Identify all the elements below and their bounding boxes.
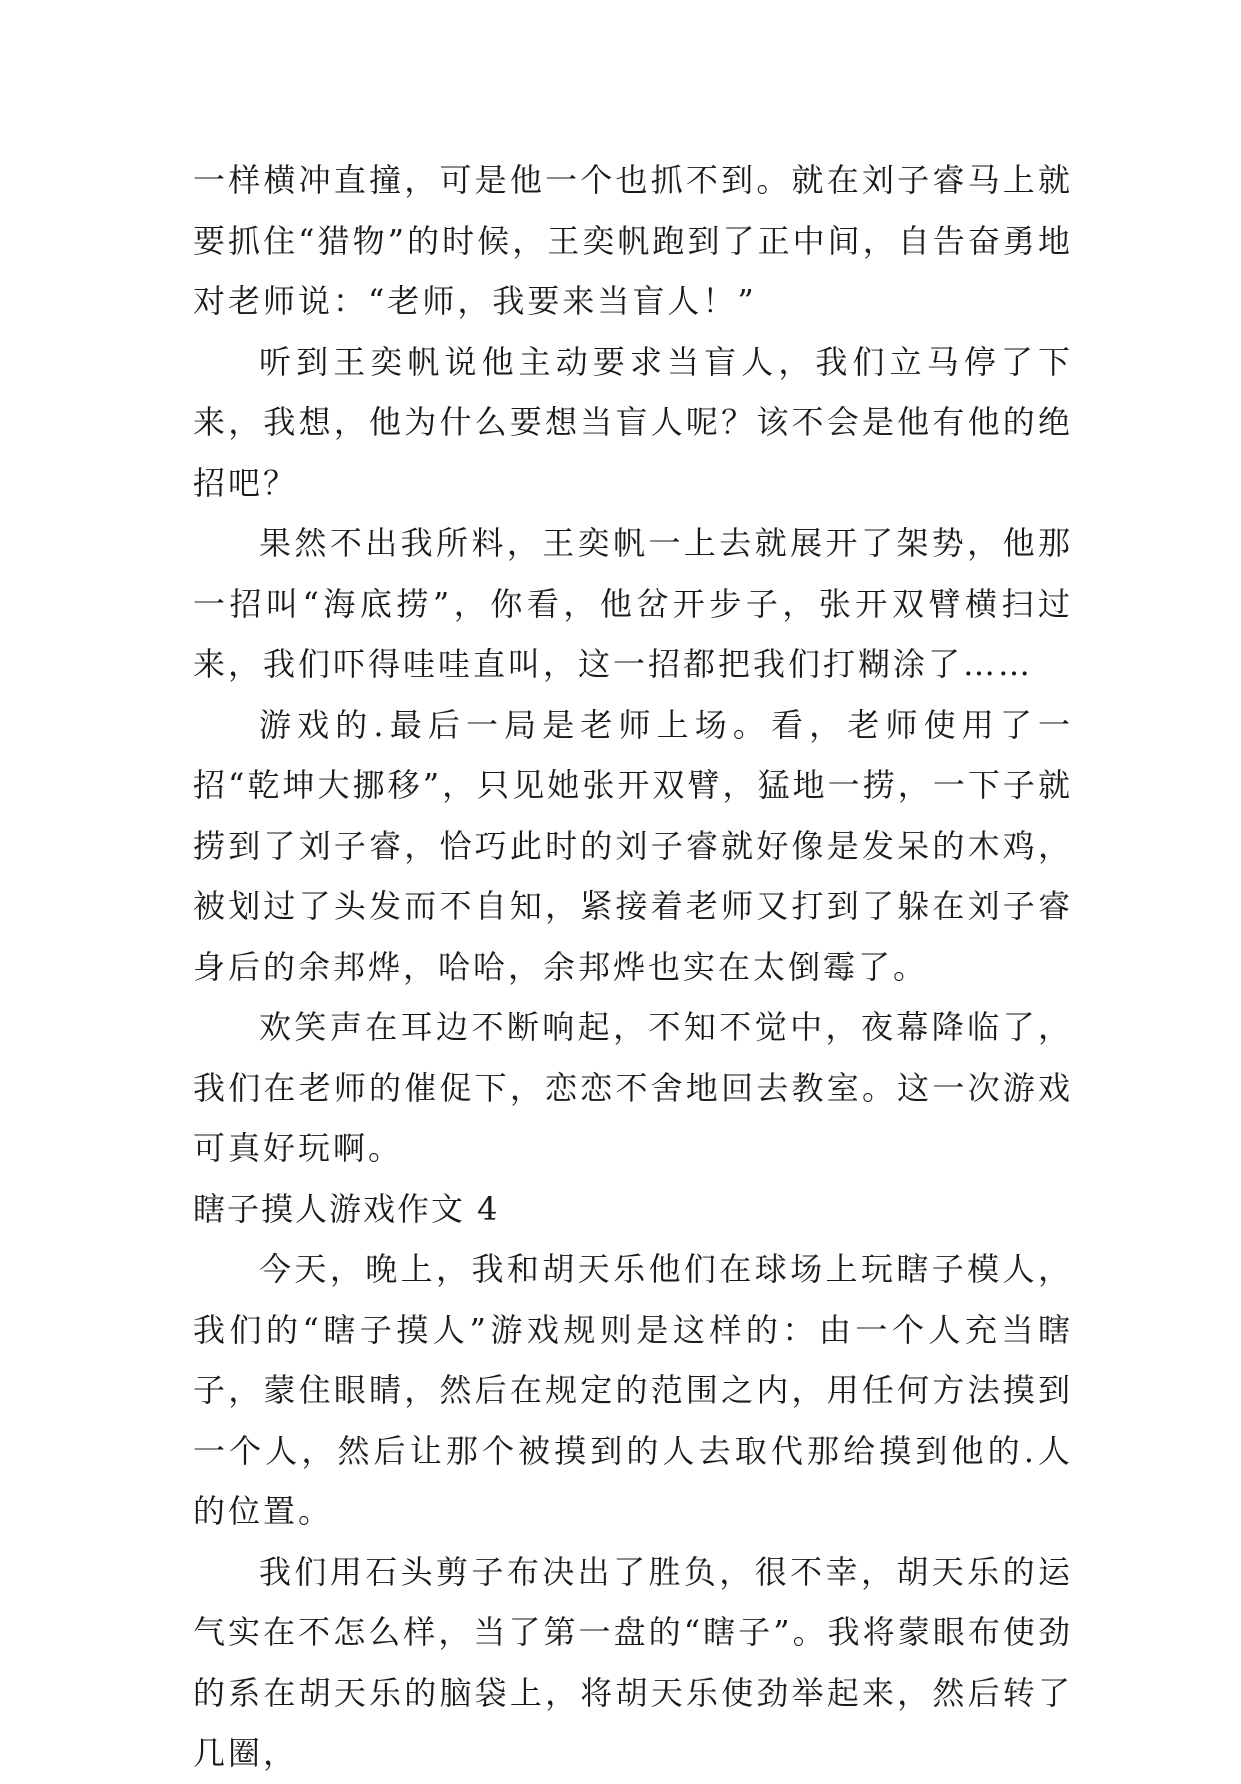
paragraph-4: 游戏的.最后一局是老师上场。看，老师使用了一招“乾坤大挪移”，只见她张开双臂，猛地一捞，一下子就捞到了刘子睿，恰巧此时的刘子睿就好像是发呆的木鸡，被划过了头发而不自知，紧接着老师又打到了躲在刘子睿身后的余邦烨，哈哈，余邦烨也实在太倒霉了。 [193,705,1073,986]
paragraph-1: 一样横冲直撞，可是他一个也抓不到。就在刘子睿马上就要抓住“猎物”的时候，王奕帆跑到了正中间，自告奋勇地对老师说：“老师，我要来当盲人！” [193,161,1073,320]
section-paragraph-2: 我们用石头剪子布决出了胜负，很不幸，胡天乐的运气实在不怎么样，当了第一盘的“瞎子”。我将蒙眼布使劲的系在胡天乐的脑袋上，将胡天乐使劲举起来，然后转了几圈， [193,1552,1073,1772]
paragraph-2: 听到王奕帆说他主动要求当盲人，我们立马停了下来，我想，他为什么要想当盲人呢？该不会是他有他的绝招吧？ [193,342,1073,502]
section-title: 瞎子摸人游戏作文 4 [193,1189,500,1228]
paragraph-3: 果然不出我所料，王奕帆一上去就展开了架势，他那一招叫“海底捞”，你看，他岔开步子，张开双臂横扫过来，我们吓得哇哇直叫，这一招都把我们打糊涂了…… [193,524,1073,683]
section-paragraph-1: 今天，晚上，我和胡天乐他们在球场上玩瞎子模人，我们的“瞎子摸人”游戏规则是这样的：由一个人充当瞎子，蒙住眼睛，然后在规定的范围之内，用任何方法摸到一个人，然后让那个被摸到的人去取代那给摸到他的.人的位置。 [193,1250,1073,1530]
document-body [193,150,1073,1784]
paragraph-5: 欢笑声在耳边不断响起，不知不觉中，夜幕降临了，我们在老师的催促下，恋恋不舍地回去教室。这一次游戏可真好玩啊。 [193,1008,1073,1167]
